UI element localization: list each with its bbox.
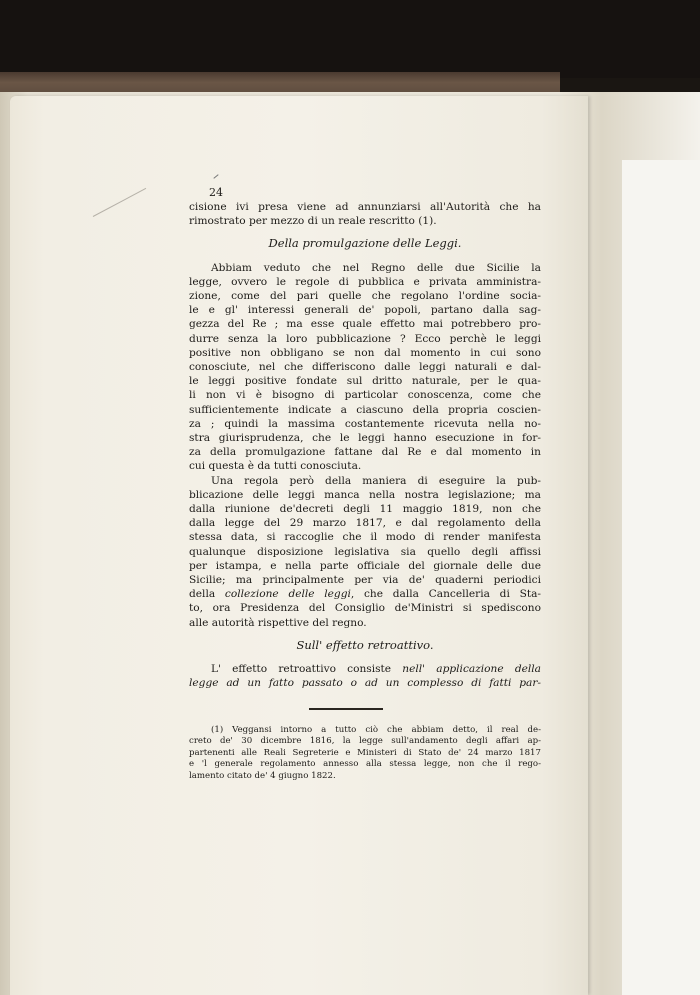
text-fragment-italic: nell' applicazione della <box>402 663 541 676</box>
footnote-line: partenenti alle Reali Segreterie e Ministeri di Stato de' 24 marzo 1817 <box>189 747 541 758</box>
text-fragment: , che dalla Cancelleria di Sta- <box>350 588 541 601</box>
separator-rule <box>309 708 383 710</box>
text-line: stessa data, si raccoglie che il modo di render manifesta <box>189 531 541 544</box>
text-line: Abbiam veduto che nel Regno delle due Sicilie la <box>211 261 541 274</box>
text-fragment: della <box>189 588 216 601</box>
text-line: le e gl' interessi generali de' popoli, partano dalla sag- <box>189 304 541 317</box>
footnote-line: e 'l generale regolamento annesso alla stessa legge, non che il rego- <box>189 759 541 770</box>
text-line: rimostrato per mezzo di un reale rescritto (1). <box>189 215 437 228</box>
text-line: stra giurisprudenza, che le leggi hanno esecuzione in for- <box>189 432 541 445</box>
footnote <box>189 725 541 783</box>
scan-margin-right <box>622 160 700 995</box>
scan-background-top <box>0 0 700 78</box>
text-line: za della promulgazione fattane dal Re e dal momento in <box>189 446 541 459</box>
footnote-line: lamento citato de' 4 giugno 1822. <box>189 770 336 781</box>
text-line: gezza del Re ; ma esse quale effetto mai potrebbero pro- <box>189 318 541 331</box>
text-line: Sicilie; ma principalmente per via de' quaderni periodici <box>189 574 541 587</box>
paragraph-1 <box>189 261 541 474</box>
paragraph-3 <box>189 662 541 690</box>
text-line: Una regola però della maniera di eseguire la pub- <box>211 474 541 487</box>
text-line: cui questa è da tutti conosciuta. <box>189 460 362 473</box>
text-line: za ; quindi la massima costantemente ricevuta nella no- <box>189 417 541 430</box>
footnote-separator <box>189 699 541 721</box>
footnote-line: creto de' 30 dicembre 1816, la legge sull'andamento degli affari ap- <box>189 736 541 747</box>
section-heading-promulgazione: Della promulgazione delle Leggi. <box>268 236 462 251</box>
text-line: conosciute, nel che differiscono dalle leggi naturali e dal- <box>189 361 541 374</box>
text-line: qualunque disposizione legislativa sia quello degli affissi <box>189 545 541 558</box>
text-line: alle autorità rispettive del regno. <box>189 616 367 629</box>
paragraph-2 <box>189 474 541 630</box>
text-line: li non vi è bisogno di particolar conoscenza, come che <box>189 389 541 402</box>
text-fragment: L' effetto retroattivo consiste <box>211 663 403 676</box>
text-line: dalla legge del 29 marzo 1817, e dal regolamento della <box>189 517 541 530</box>
text-line: per istampa, e nella parte officiale del giornale delle due <box>189 559 541 572</box>
text-line <box>189 587 541 601</box>
text-fragment-italic: collezione delle leggi <box>224 588 351 601</box>
page-number: 24 <box>209 186 223 199</box>
section-heading-retroattivo: Sull' effetto retroattivo. <box>296 637 434 652</box>
text-line: blicazione delle leggi manca nella nostra legislazione; ma <box>189 488 541 501</box>
text-line: dalla riunione de'decreti degli 11 maggio 1819, non che <box>189 503 541 516</box>
text-line: sufficientemente indicate a ciascuno della propria coscien- <box>189 403 541 416</box>
footnote-line: (1) Veggansi intorno a tutto ciò che abbiam detto, il real de- <box>211 724 541 735</box>
text-line: cisione ivi presa viene ad annunziarsi all'Autorità che ha <box>189 201 541 213</box>
text-line: durre senza la loro pubblicazione ? Ecco perchè le leggi <box>189 332 541 345</box>
page-text <box>189 200 541 782</box>
text-line: to, ora Presidenza del Consiglio de'Ministri si spediscono <box>189 602 541 615</box>
text-line: positive non obbligano se non dal momento in cui sono <box>189 346 541 359</box>
text-line: legge, ovvero le regole di pubblica e privata amministra- <box>189 275 541 288</box>
text-line: legge ad un fatto passato o ad un complesso di fatti par- <box>189 677 541 690</box>
text-line: le leggi positive fondate sul dritto naturale, per le qua- <box>189 375 541 388</box>
text-line: zione, come del pari quelle che regolano l'ordine socia- <box>189 290 541 303</box>
text-line <box>189 662 541 676</box>
